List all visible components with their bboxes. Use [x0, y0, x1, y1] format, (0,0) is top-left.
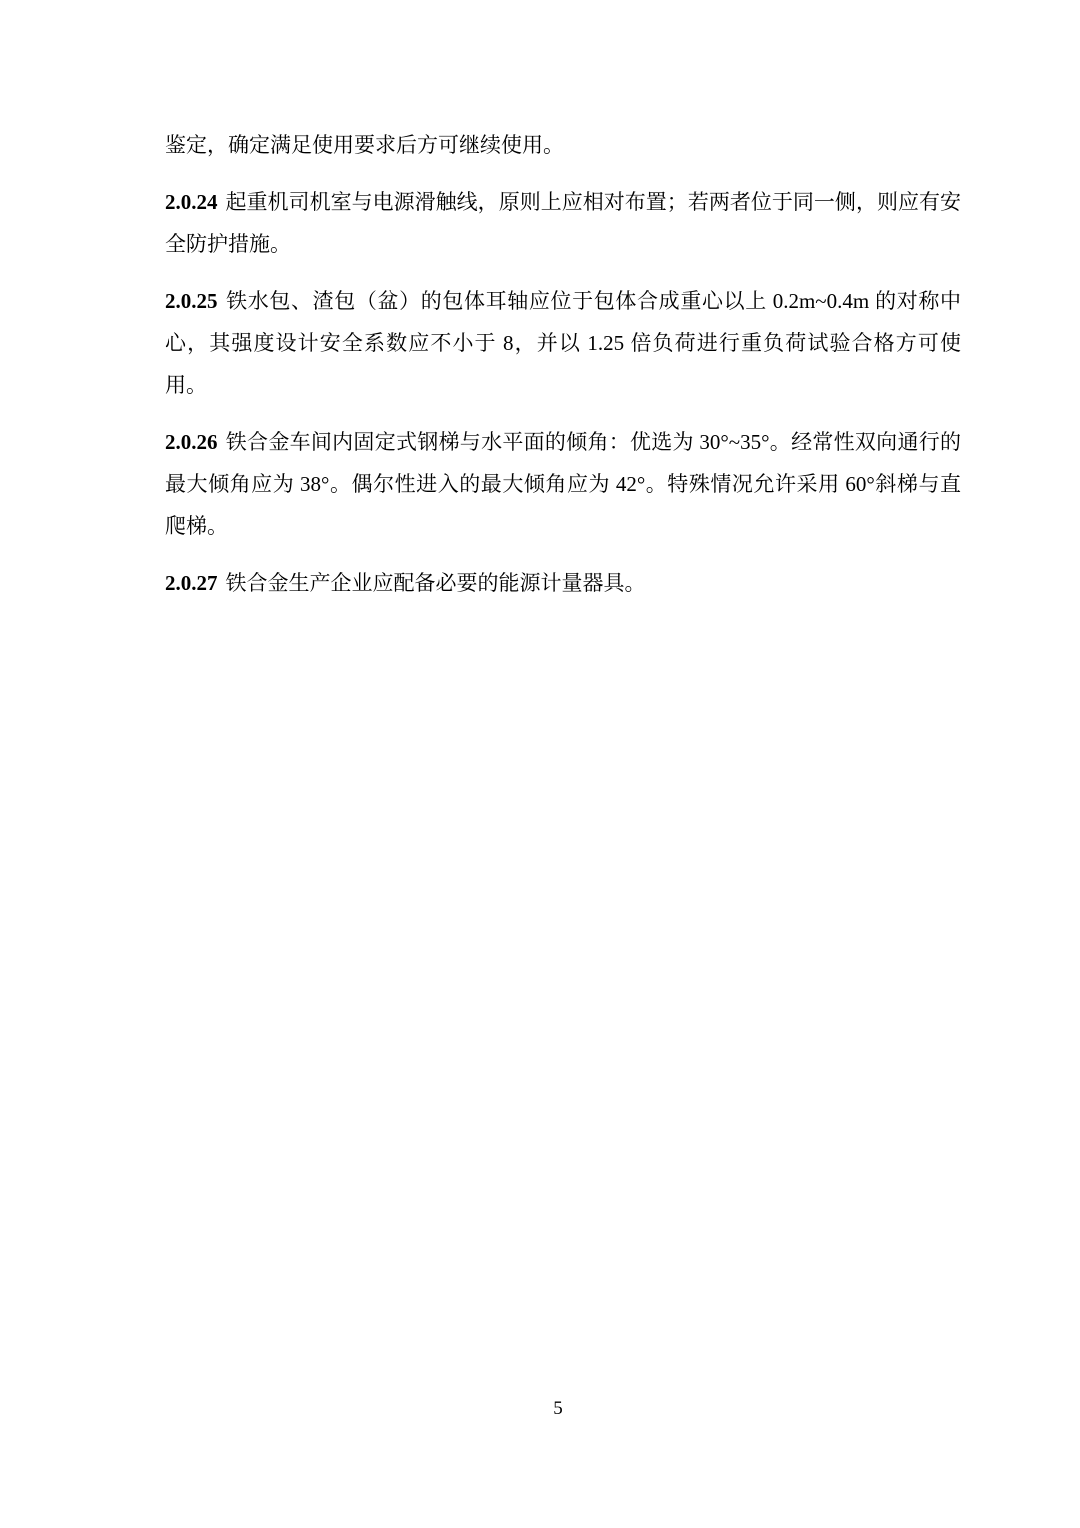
clause-text: 铁水包、渣包（盆）的包体耳轴应位于包体合成重心以上 0.2m~0.4m 的对称中心，其强度设计安全系数应不小于 8，并以 1.25 倍负荷进行重负荷试验合格方可使用。 [165, 289, 961, 397]
body-text [165, 124, 961, 619]
clause-number: 2.0.25 [165, 289, 218, 313]
paragraph-text: 鉴定，确定满足使用要求后方可继续使用。 [165, 133, 564, 157]
clause-number: 2.0.24 [165, 190, 218, 214]
clause-2-0-25 [165, 280, 961, 406]
clause-text: 铁合金生产企业应配备必要的能源计量器具。 [225, 571, 646, 595]
clause-2-0-27 [165, 562, 961, 604]
clause-number: 2.0.26 [165, 430, 218, 454]
clause-2-0-24 [165, 181, 961, 265]
clause-text: 铁合金车间内固定式钢梯与水平面的倾角：优选为 30°~35°。经常性双向通行的最大倾角应为 38°。偶尔性进入的最大倾角应为 42°。特殊情况允许采用 60°斜梯与直爬梯。 [165, 430, 961, 538]
paragraph-continuation [165, 124, 961, 166]
clause-2-0-26 [165, 421, 961, 547]
page-number: 5 [553, 1398, 563, 1419]
clause-text: 起重机司机室与电源滑触线，原则上应相对布置；若两者位于同一侧，则应有安全防护措施。 [165, 190, 961, 256]
clause-number: 2.0.27 [165, 571, 218, 595]
